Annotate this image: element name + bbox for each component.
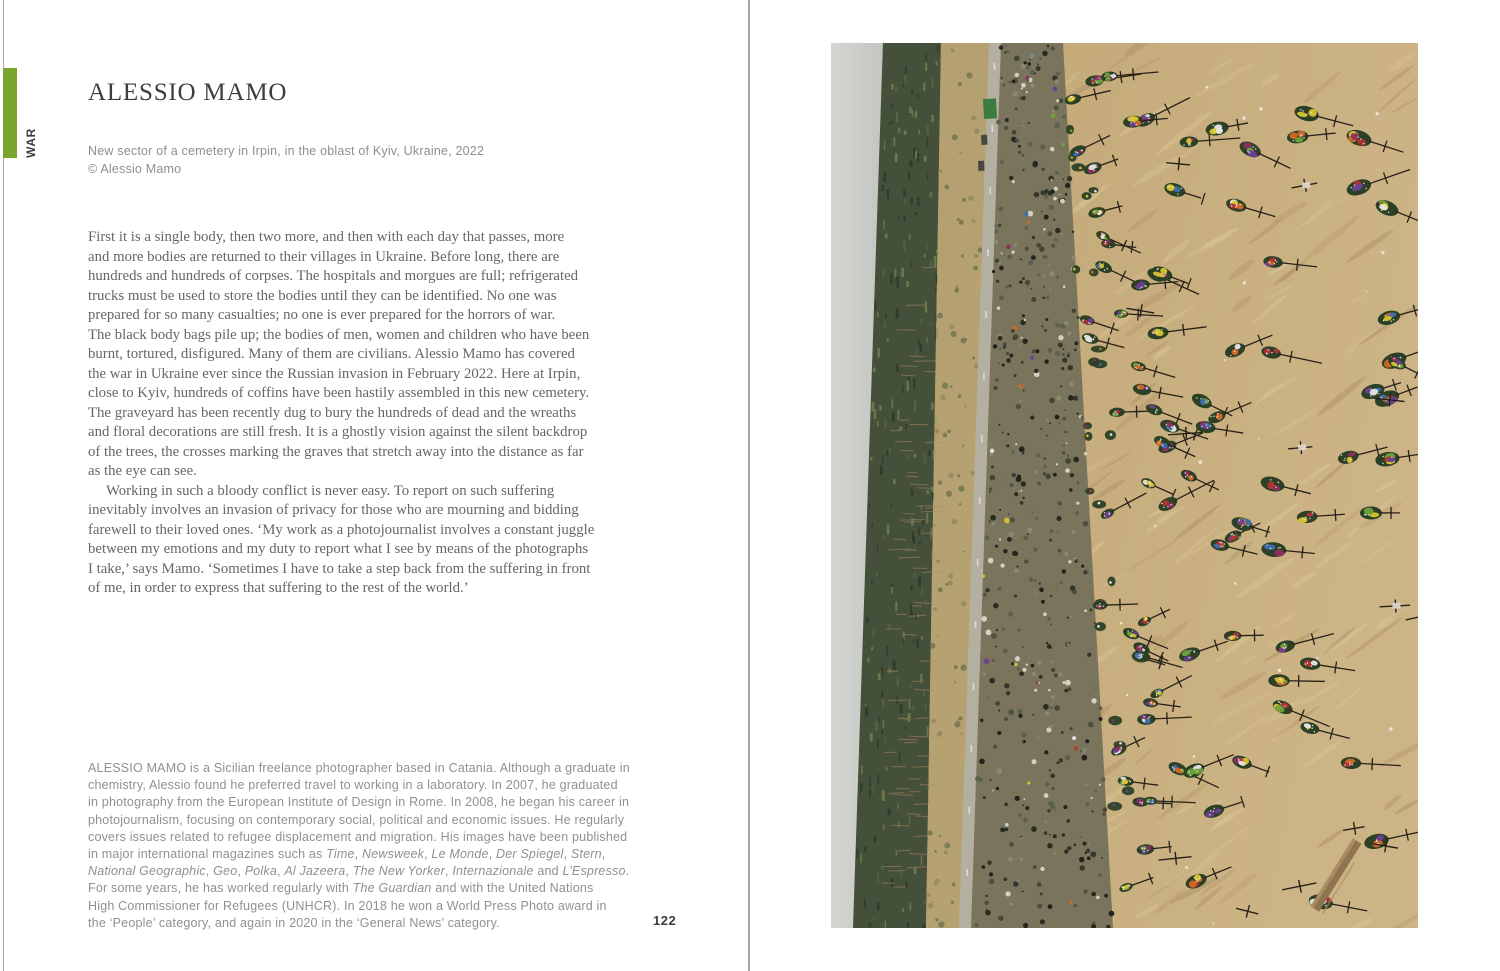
bio-text-line: For some years, he has worked regularly with The Guardian and with the United Nations bbox=[88, 881, 594, 896]
body-text-line: burnt, tortured, disfigured. Many of them are civilians. Alessio Mamo has covered bbox=[88, 346, 575, 362]
body-text-line: of the trees, the crosses marking the graves that stretch away into the distance as far bbox=[88, 443, 584, 460]
photo-copyright-line: © Alessio Mamo bbox=[88, 161, 182, 176]
body-text-line: inevitably involves an invasion of privacy for those who are mourning and bidding bbox=[88, 502, 579, 518]
photographer-bio-text bbox=[88, 760, 630, 932]
photo-caption bbox=[88, 143, 484, 178]
bio-text-line: in photography from the European Institute of Design in Rome. In 2008, he began his career in bbox=[88, 795, 630, 810]
bio-text-line: covers issues related to refugee displacement and migration. His images have been published bbox=[88, 829, 628, 844]
bio-text-line: High Commissioner for Refugees (UNHCR). In 2018 he won a World Press Photo award in bbox=[88, 898, 607, 913]
page-gutter-divider bbox=[748, 0, 750, 971]
body-text-line: between my emotions and my duty to report what I see by means of the photographs bbox=[88, 541, 589, 557]
body-text-line: and more bodies are returned to their villages in Ukraine. Before long, there are bbox=[88, 248, 560, 265]
chapter-category-label: WAR bbox=[24, 128, 38, 158]
bio-text-line: National Geographic, Geo, Polka, Al Jazeera, The New Yorker, Internazionale and L’Espresso. bbox=[88, 864, 630, 879]
body-text-line: hundreds and hundreds of corpses. The hospitals and morgues are full; refrigerated bbox=[88, 268, 579, 284]
bio-text-line: ALESSIO MAMO is a Sicilian freelance photographer based in Catania. Although a graduate in bbox=[88, 761, 630, 775]
body-text-line: The graveyard has been recently dug to bury the hundreds of dead and the wreaths bbox=[88, 404, 577, 421]
body-text-line: prepared for so many casualties; no one is ever prepared for the horrors of war. bbox=[88, 307, 556, 323]
body-text-line: farewell to their loved ones. ‘My work as a photojournalist involves a constant juggle bbox=[88, 521, 595, 538]
body-text-line: Working in such a bloody conflict is never easy. To report on such suffering bbox=[106, 482, 555, 499]
body-text-line: of me, in order to express that suffering to the rest of the world.’ bbox=[88, 580, 469, 596]
chapter-category-tab bbox=[3, 68, 17, 158]
cemetery-photograph bbox=[831, 43, 1418, 928]
body-text-line: the war in Ukraine ever since the Russian invasion in February 2022. Here at Irpin, bbox=[88, 365, 581, 382]
bio-text-line: photojournalism, focusing on contemporary social, political and economic issues. He regularly bbox=[88, 812, 625, 827]
body-text-line: as the eye can see. bbox=[88, 463, 197, 479]
body-text-line: The black body bags pile up; the bodies of men, women and children who have been bbox=[88, 326, 590, 343]
photo-caption-line: New sector of a cemetery in Irpin, in the oblast of Kyiv, Ukraine, 2022 bbox=[88, 144, 485, 158]
body-text-line: I take,’ says Mamo. ‘Sometimes I have to take a step back from the suffering in front bbox=[88, 560, 591, 577]
body-text-line: close to Kyiv, hundreds of coffins have been hastily assembled in this new cemetery. bbox=[88, 385, 590, 401]
bio-text-line: in major international magazines such as Time, Newsweek, Le Monde, Der Spiegel, Stern, bbox=[88, 847, 606, 862]
bio-text-line: chemistry, Alessio found he preferred travel to working in a laboratory. In 2007, he graduated bbox=[88, 778, 618, 793]
bio-text-line: the ‘People’ category, and again in 2020 in the ‘General News’ category. bbox=[88, 915, 500, 930]
body-text-line: and floral decorations are still fresh. It is a ghostly vision against the silent backdrop bbox=[88, 424, 588, 440]
article-title: ALESSIO MAMO bbox=[88, 78, 288, 106]
cemetery-photograph-svg bbox=[831, 43, 1418, 928]
body-text-line: First it is a single body, then two more, and then with each day that passes, more bbox=[88, 229, 565, 245]
page-number: 122 bbox=[653, 913, 677, 928]
body-text-line: trucks must be used to store the bodies until they can be identified. No one was bbox=[88, 287, 557, 304]
article-body-text bbox=[88, 228, 594, 599]
